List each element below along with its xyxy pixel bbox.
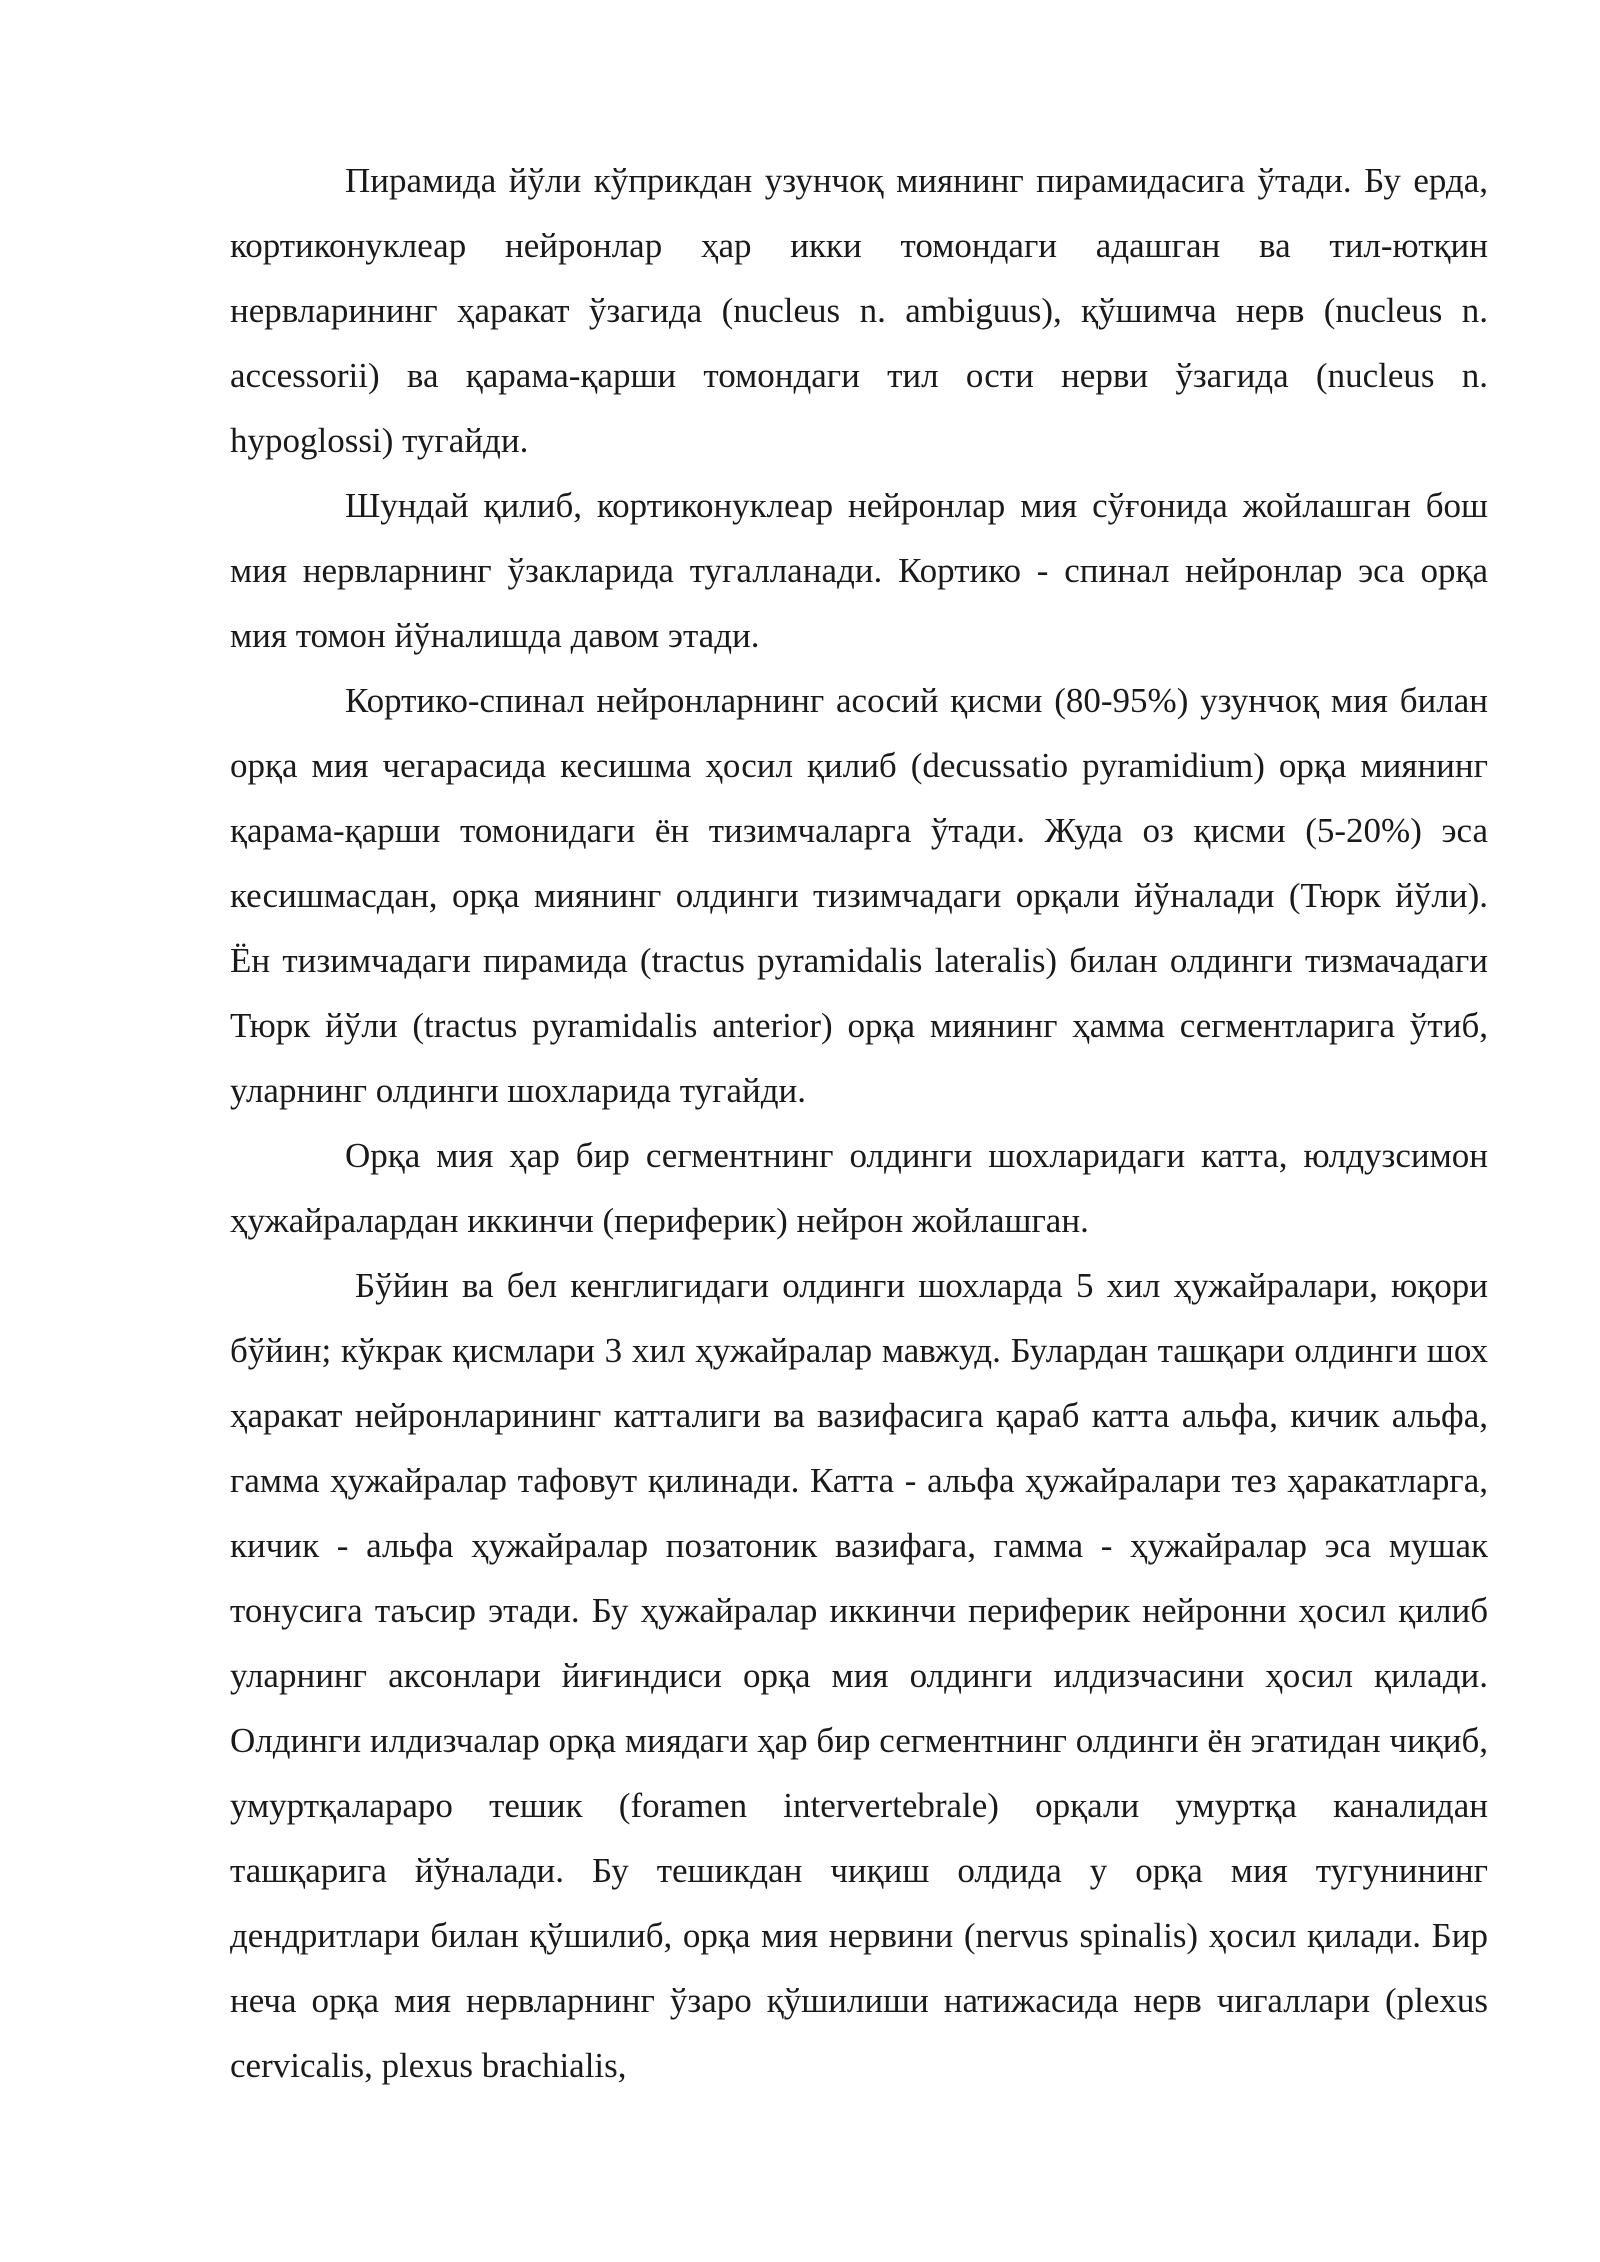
paragraph-corticonuclear: Шундай қилиб, кортиконуклеар нейронлар мия сўғонида жойлашган бош мия нервларнинг ўзакларида тугалланади. Кортико - спинал нейронлар эса орқа мия томон йўналишда давом этади. bbox=[230, 486, 1488, 655]
paragraph-anterior-horn: Орқа мия ҳар бир сегментнинг олдинги шохларидаги катта, юлдузсимон ҳужайралардан иккинчи (периферик) нейрон жойлашган. bbox=[230, 1136, 1488, 1240]
document-body bbox=[230, 148, 1488, 2098]
paragraph-pyramidal-tract: Пирамида йўли кўприкдан узунчоқ миянинг пирамидасига ўтади. Бу ерда, кортиконуклеар нейронлар ҳар икки томондаги адашган ва тил-ютқин нервларининг ҳаракат ўзагида (nucleus n. ambiguus), қўшимча нерв (nucleus n. accessorii) ва қарама-қарши томондаги тил ости нерви ўзагида (nucleus n. hypoglossi) тугайди. bbox=[230, 161, 1488, 460]
paragraph-motor-neurons: Бўйин ва бел кенглигидаги олдинги шохларда 5 хил ҳужайралари, юқори бўйин; кўкрак қисмлари 3 хил ҳужайралар мавжуд. Булардан ташқари олдинги шох ҳаракат нейронларининг катталиги ва вазифасига қараб катта альфа, кичик альфа, гамма ҳужайралар тафовут қилинади. Катта - альфа ҳужайралари тез ҳаракатларга, кичик - альфа ҳужайралар позатоник вазифага, гамма - ҳужайралар эса мушак тонусига таъсир этади. Бу ҳужайралар иккинчи периферик нейронни ҳосил қилиб уларнинг аксонлари йиғиндиси орқа мия олдинги илдизчасини ҳосил қилади. Олдинги илдизчалар орқа миядаги ҳар бир сегментнинг олдинги ён эгатидан чиқиб, умуртқалараро тешик (foramen intervertebrale) орқали умуртқа каналидан ташқарига йўналади. Бу тешикдан чиқиш олдида у орқа мия тугунининг дендритлари билан қўшилиб, орқа мия нервини (nervus spinalis) ҳосил қилади. Бир неча орқа мия нервларнинг ўзаро қўшилиши натижасида нерв чигаллари (plexus cervicalis, plexus brachialis, bbox=[230, 1266, 1488, 2085]
paragraph-corticospinal: Кортико-спинал нейронларнинг асосий қисми (80-95%) узунчоқ мия билан орқа мия чегарасида кесишма ҳосил қилиб (decussatio pyramidium) орқа миянинг қарама-қарши томонидаги ён тизимчаларга ўтади. Жуда оз қисми (5-20%) эса кесишмасдан, орқа миянинг олдинги тизимчадаги орқали йўналади (Тюрк йўли). Ён тизимчадаги пирамида (tractus pyramidalis lateralis) билан олдинги тизмачадаги Тюрк йўли (tractus pyramidalis anterior) орқа миянинг ҳамма сегментларига ўтиб, уларнинг олдинги шохларида тугайди. bbox=[230, 681, 1488, 1110]
